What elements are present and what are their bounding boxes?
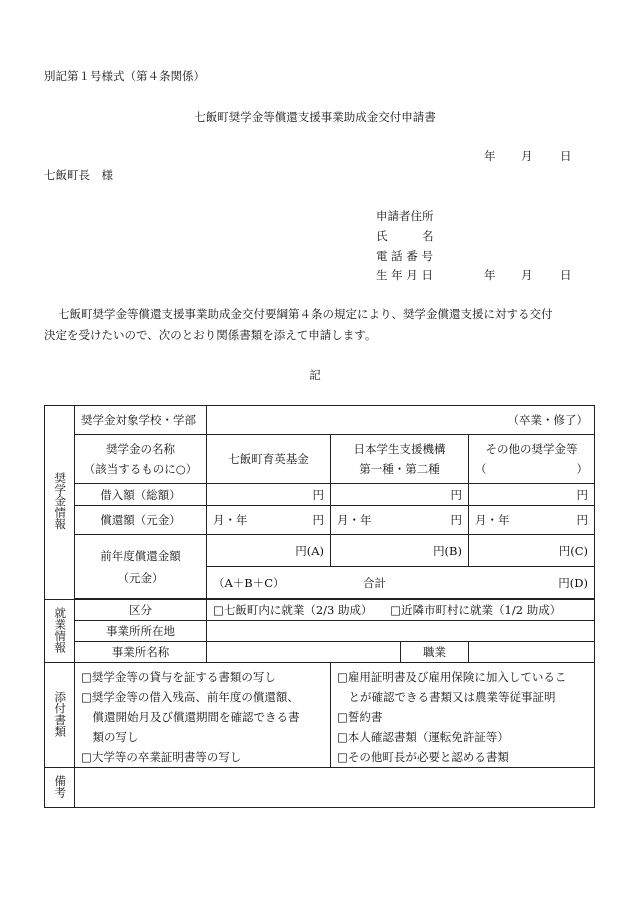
repay-nanae[interactable]: 月・年 円	[207, 506, 331, 535]
borrowed-label: 借入額（総額）	[75, 484, 207, 506]
birth-day: 日	[560, 268, 572, 282]
fund-nanae[interactable]: 七飯町育英基金	[207, 435, 331, 484]
section-employment: 就業情報	[45, 600, 75, 663]
prev-c[interactable]: 円(C)	[469, 535, 595, 567]
applicant-name-label: 氏 名	[376, 229, 434, 243]
prev-year-label: 前年度償還金額 （元金）	[75, 535, 207, 599]
scholarship-name-label: 奨学金の名称 （該当するものに○）	[75, 435, 207, 484]
section-attachments: 添付書類	[45, 663, 75, 768]
applicant-birth-label: 生 年 月 日	[376, 268, 433, 282]
borrowed-nanae[interactable]: 円	[207, 484, 331, 506]
employment-category-label: 区分	[75, 600, 207, 621]
office-name-field[interactable]	[207, 642, 401, 663]
date-year: 年	[484, 149, 496, 163]
option-nearby-checkbox[interactable]: □近隣市町村に就業（1/2 助成）	[390, 603, 562, 617]
applicant-address-label: 申請者住所	[376, 209, 434, 223]
fund-jasso[interactable]: 日本学生支援機構 第一種・第二種	[331, 435, 469, 484]
body-text-line-1: 七飯町奨学金等償還支援事業助成金交付要綱第４条の規定により、奨学金償還支援に対する交付	[58, 307, 553, 321]
attachment-item: 類の写し	[81, 730, 139, 744]
attachment-item: とが確認できる書類又は農業等従事証明	[337, 690, 556, 704]
graduation-status: （卒業・修了）	[507, 413, 588, 427]
attachments-right	[331, 663, 595, 768]
date-month: 月	[521, 149, 533, 163]
prev-b[interactable]: 円(B)	[331, 535, 469, 567]
prev-total[interactable]: （A＋B＋C） 合計 円(D)	[207, 567, 595, 599]
attachment-item[interactable]: □奨学金等の借入残高、前年度の償還額、	[81, 690, 299, 704]
prev-a[interactable]: 円(A)	[207, 535, 331, 567]
occupation-field[interactable]	[469, 642, 595, 663]
school-field[interactable]	[207, 406, 595, 435]
remarks-field[interactable]	[75, 768, 595, 808]
repay-label: 償還額（元金）	[75, 506, 207, 535]
option-nanae-checkbox[interactable]: □七飯町内に就業（2/3 助成）	[213, 603, 373, 617]
attachment-item[interactable]: □誓約書	[337, 710, 383, 724]
form-id: 別記第１号様式（第４条関係）	[44, 69, 205, 83]
section-remarks: 備考	[45, 768, 75, 808]
occupation-label: 職業	[401, 642, 469, 663]
office-address-label: 事業所所在地	[75, 621, 207, 642]
borrowed-other[interactable]: 円	[469, 484, 595, 506]
attachment-item: 償還開始月及び償還期間を確認できる書	[81, 710, 300, 724]
attachments-left	[75, 663, 331, 768]
attachment-item[interactable]: □雇用証明書及び雇用保険に加入しているこ	[337, 670, 567, 684]
school-label: 奨学金対象学校・学部	[75, 406, 207, 435]
body-text-line-2: 決定を受けたいので、次のとおり関係書類を添えて申請します。	[44, 328, 377, 342]
ki-heading: 記	[309, 368, 321, 382]
attachment-item[interactable]: □その他町長が必要と認める書類	[337, 750, 509, 764]
office-address-field[interactable]	[207, 621, 595, 642]
repay-jasso[interactable]: 月・年 円	[331, 506, 469, 535]
attachment-item[interactable]: □奨学金等の貸与を証する書類の写し	[81, 670, 276, 684]
employment-category-options[interactable]	[207, 600, 595, 621]
addressee: 七飯町長 様	[44, 168, 113, 182]
attachment-item[interactable]: □本人確認書類（運転免許証等）	[337, 730, 509, 744]
office-name-label: 事業所名称	[75, 642, 207, 663]
birth-month: 月	[521, 268, 533, 282]
borrowed-jasso[interactable]: 円	[331, 484, 469, 506]
birth-year: 年	[484, 268, 496, 282]
repay-other[interactable]: 月・年 円	[469, 506, 595, 535]
date-day: 日	[560, 149, 572, 163]
attachment-item[interactable]: □大学等の卒業証明書等の写し	[81, 750, 242, 764]
fund-other[interactable]: その他の奨学金等 （ ）	[469, 435, 595, 484]
section-scholarship: 奨学金情報	[45, 406, 75, 600]
document-title: 七飯町奨学金等償還支援事業助成金交付申請書	[194, 110, 436, 124]
applicant-phone-label: 電 話 番 号	[376, 249, 433, 263]
application-table	[44, 405, 594, 815]
